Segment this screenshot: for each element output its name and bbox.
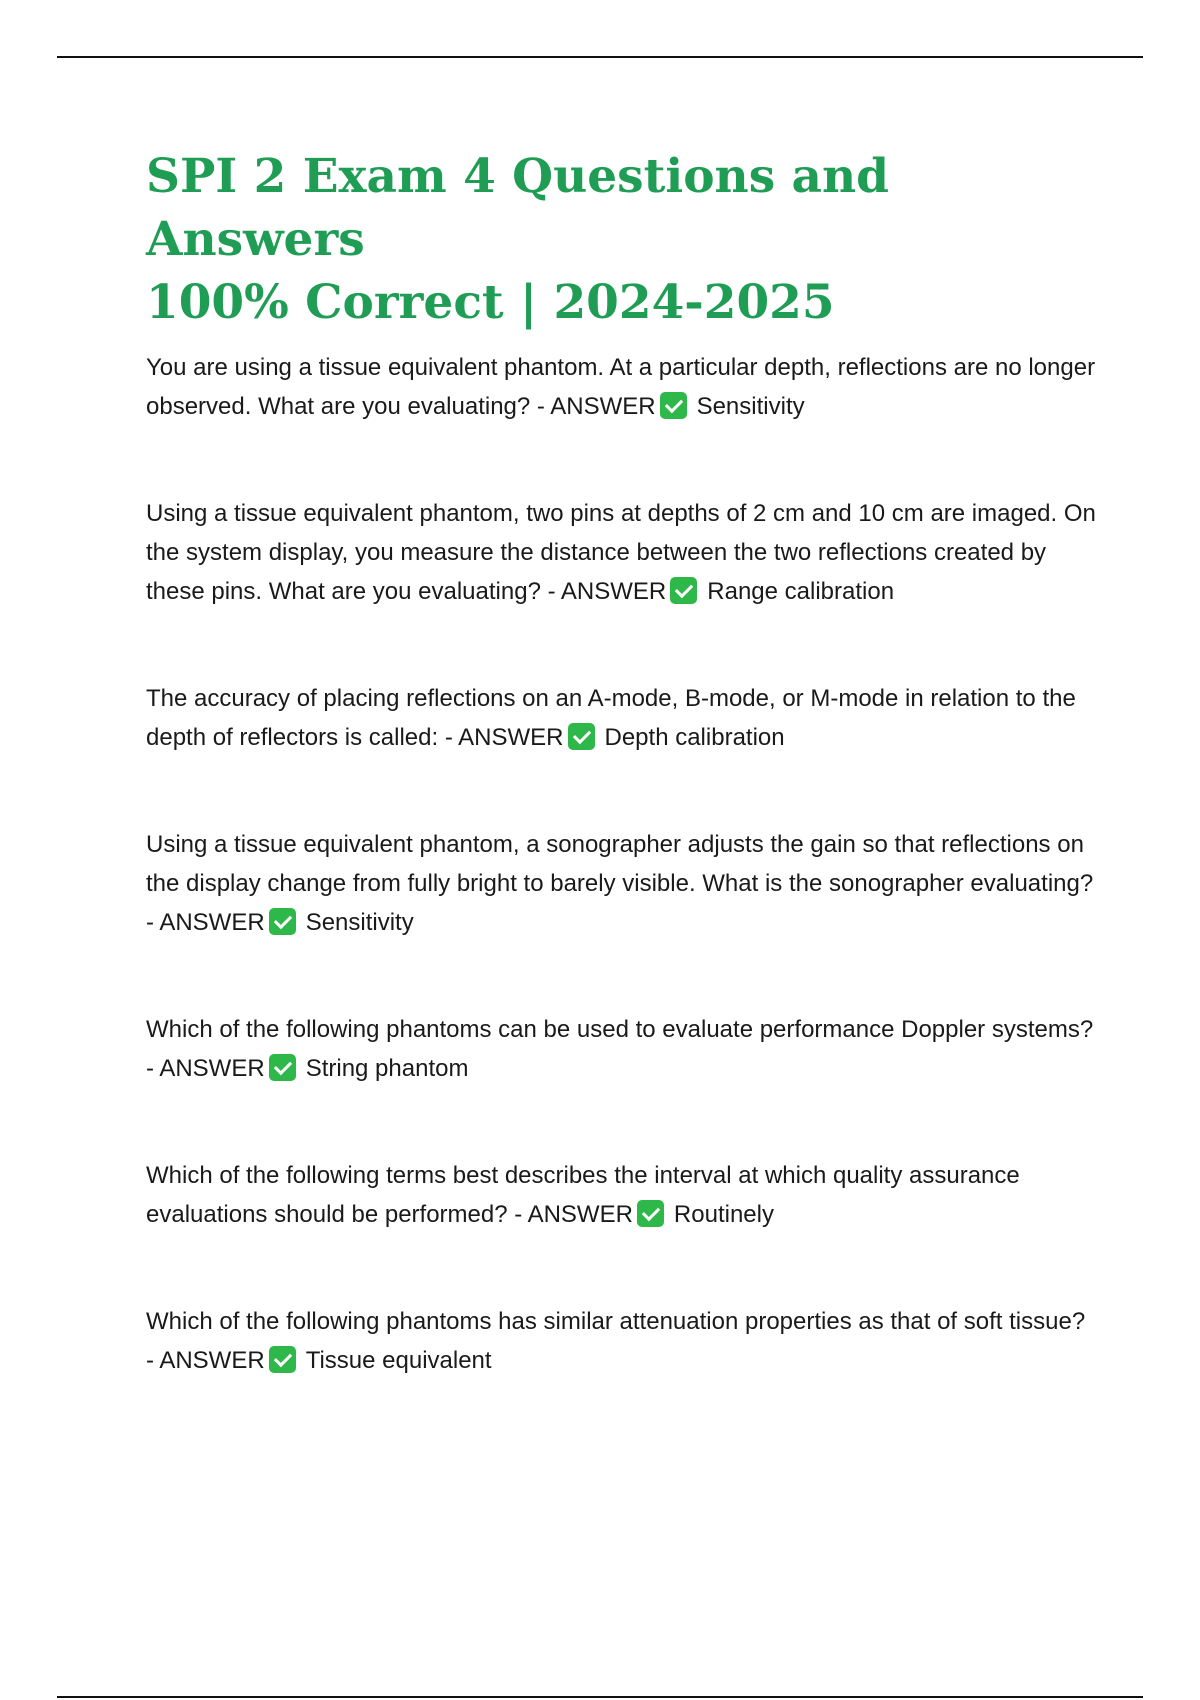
answer-text: Tissue equivalent <box>305 1347 492 1374</box>
answer-marker: - ANSWER <box>146 909 265 936</box>
answer-text: Sensitivity <box>305 909 414 936</box>
check-mark-icon <box>660 392 687 419</box>
question-text: You are using a tissue equivalent phantom. At a particular depth, reflections are no longer observed. What are you evaluating? <box>146 354 1096 420</box>
answer-marker: - ANSWER <box>146 1347 265 1374</box>
answer-marker: - ANSWER <box>507 1201 633 1228</box>
qa-item <box>146 679 1096 757</box>
title-line-2: 100% Correct | 2024-2025 <box>146 275 835 330</box>
answer-text: Range calibration <box>707 578 895 605</box>
answer-text: Sensitivity <box>696 393 805 420</box>
answer-text: Routinely <box>673 1201 774 1228</box>
bottom-rule <box>57 1696 1143 1698</box>
qa-item <box>146 1156 1096 1234</box>
answer-marker: - ANSWER <box>530 393 656 420</box>
answer-marker: - ANSWER <box>438 724 564 751</box>
answer-text: String phantom <box>305 1055 469 1082</box>
document-title <box>146 145 1096 334</box>
question-text: Which of the following phantoms has similar attenuation properties as that of soft tissue? <box>146 1308 1086 1335</box>
qa-item <box>146 348 1096 426</box>
qa-item <box>146 1302 1096 1380</box>
check-mark-icon <box>269 908 296 935</box>
check-mark-icon <box>637 1200 664 1227</box>
check-mark-icon <box>670 577 697 604</box>
check-mark-icon <box>269 1054 296 1081</box>
top-rule <box>57 56 1143 58</box>
document-body <box>146 145 1096 1448</box>
qa-item <box>146 1010 1096 1088</box>
question-text: Which of the following phantoms can be used to evaluate performance Doppler systems? <box>146 1016 1094 1043</box>
question-text: The accuracy of placing reflections on an A-mode, B-mode, or M-mode in relation to the depth of reflectors is called: <box>146 685 1076 751</box>
title-line-1: SPI 2 Exam 4 Questions and Answers <box>146 149 890 267</box>
question-text: Using a tissue equivalent phantom, a sonographer adjusts the gain so that reflections on the display change from fully bright to barely visible. What is the sonographer evaluating? <box>146 831 1094 897</box>
question-text: Using a tissue equivalent phantom, two pins at depths of 2 cm and 10 cm are imaged. On the system display, you measure the distance between the two reflections created by these pins. What are you evaluating? <box>146 500 1096 605</box>
check-mark-icon <box>568 723 595 750</box>
qa-item <box>146 825 1096 942</box>
answer-marker: - ANSWER <box>540 578 667 605</box>
question-text: Which of the following terms best describes the interval at which quality assurance evaluations should be performed? <box>146 1162 1020 1228</box>
qa-item <box>146 494 1096 611</box>
answer-marker: - ANSWER <box>146 1055 265 1082</box>
check-mark-icon <box>269 1346 296 1373</box>
answer-text: Depth calibration <box>604 724 785 751</box>
